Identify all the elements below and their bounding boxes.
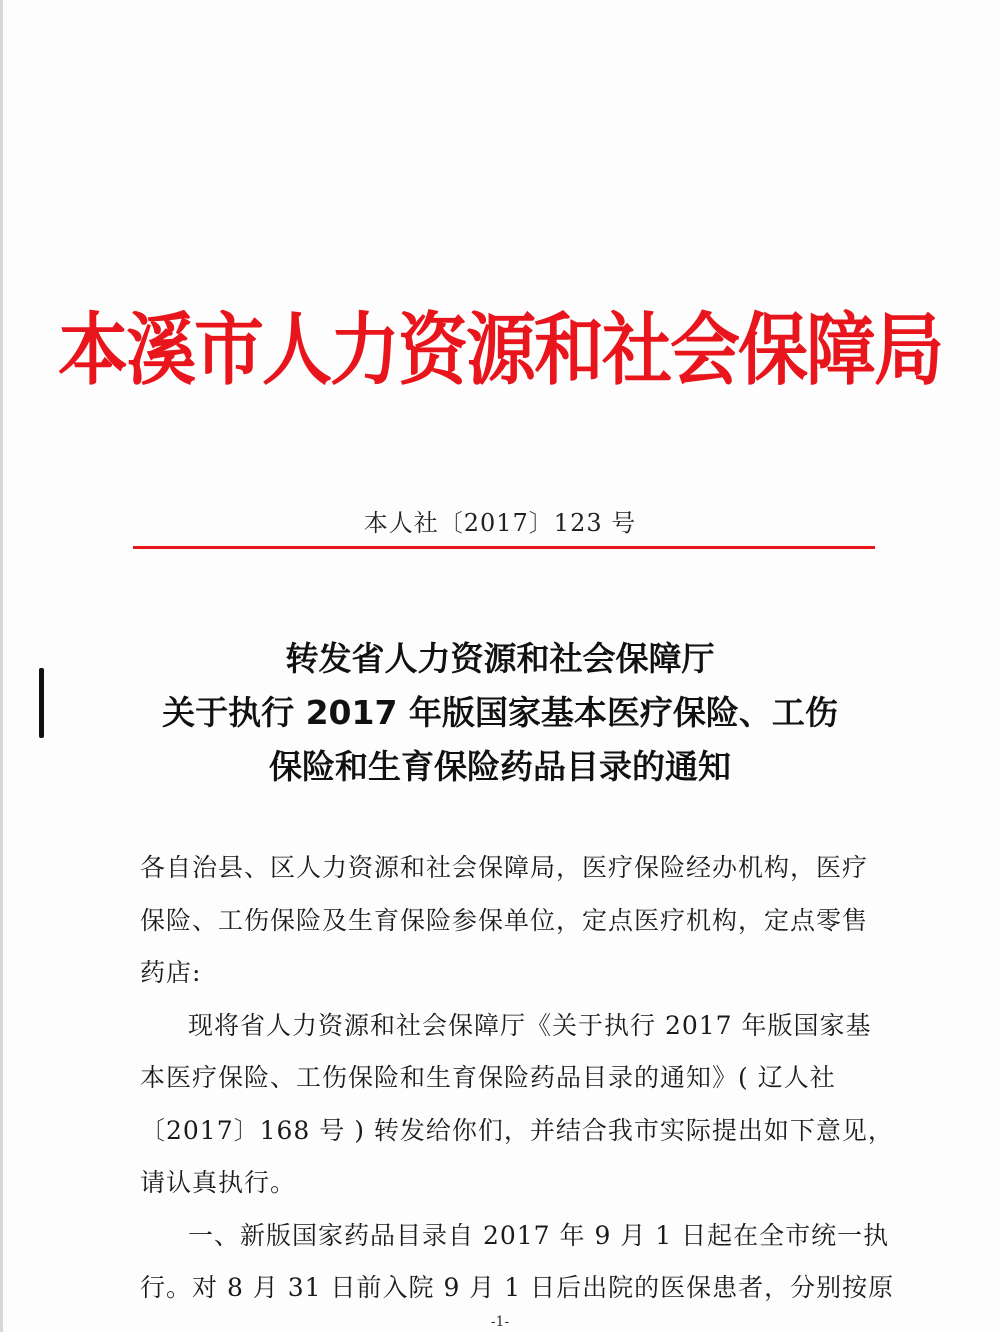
red-divider-line <box>133 546 875 549</box>
document-number: 本人社〔2017〕123 号 <box>363 509 637 537</box>
page-number: -1- <box>490 1314 510 1330</box>
document-title <box>0 632 1000 794</box>
document-body <box>140 842 900 1315</box>
body-line-addressee-3: 药店: <box>140 958 202 987</box>
title-line-3: 保险和生育保险药品目录的通知 <box>269 747 731 786</box>
body-line-paragraph-1a: 现将省人力资源和社会保障厅《关于执行 2017 年版国家基 <box>188 1010 872 1040</box>
body-line-addressee-1: 各自治县、区人力资源和社会保障局，医疗保险经办机构，医疗 <box>140 853 869 882</box>
title-line-2: 关于执行 2017 年版国家基本医疗保险、工伤 <box>162 693 838 732</box>
body-line-addressee-2: 保险、工伤保险及生育保险参保单位，定点医疗机构，定点零售 <box>140 905 869 935</box>
body-line-paragraph-1b: 本医疗保险、工伤保险和生育保险药品目录的通知》( 辽人社 <box>140 1063 836 1092</box>
body-line-paragraph-1c: 〔2017〕168 号 ) 转发给你们，并结合我市实际提出如下意见， <box>140 1115 894 1145</box>
title-line-1: 转发省人力资源和社会保障厅 <box>285 639 715 678</box>
body-line-paragraph-1d: 请认真执行。 <box>140 1168 297 1197</box>
agency-header: 本溪市人力资源和社会保障局 <box>58 304 942 396</box>
body-line-paragraph-2b: 行。对 8 月 31 日前入院 9 月 1 日后出院的医保患者，分别按原 <box>140 1273 895 1302</box>
body-line-paragraph-2a: 一、新版国家药品目录自 2017 年 9 月 1 日起在全市统一执 <box>188 1220 890 1250</box>
